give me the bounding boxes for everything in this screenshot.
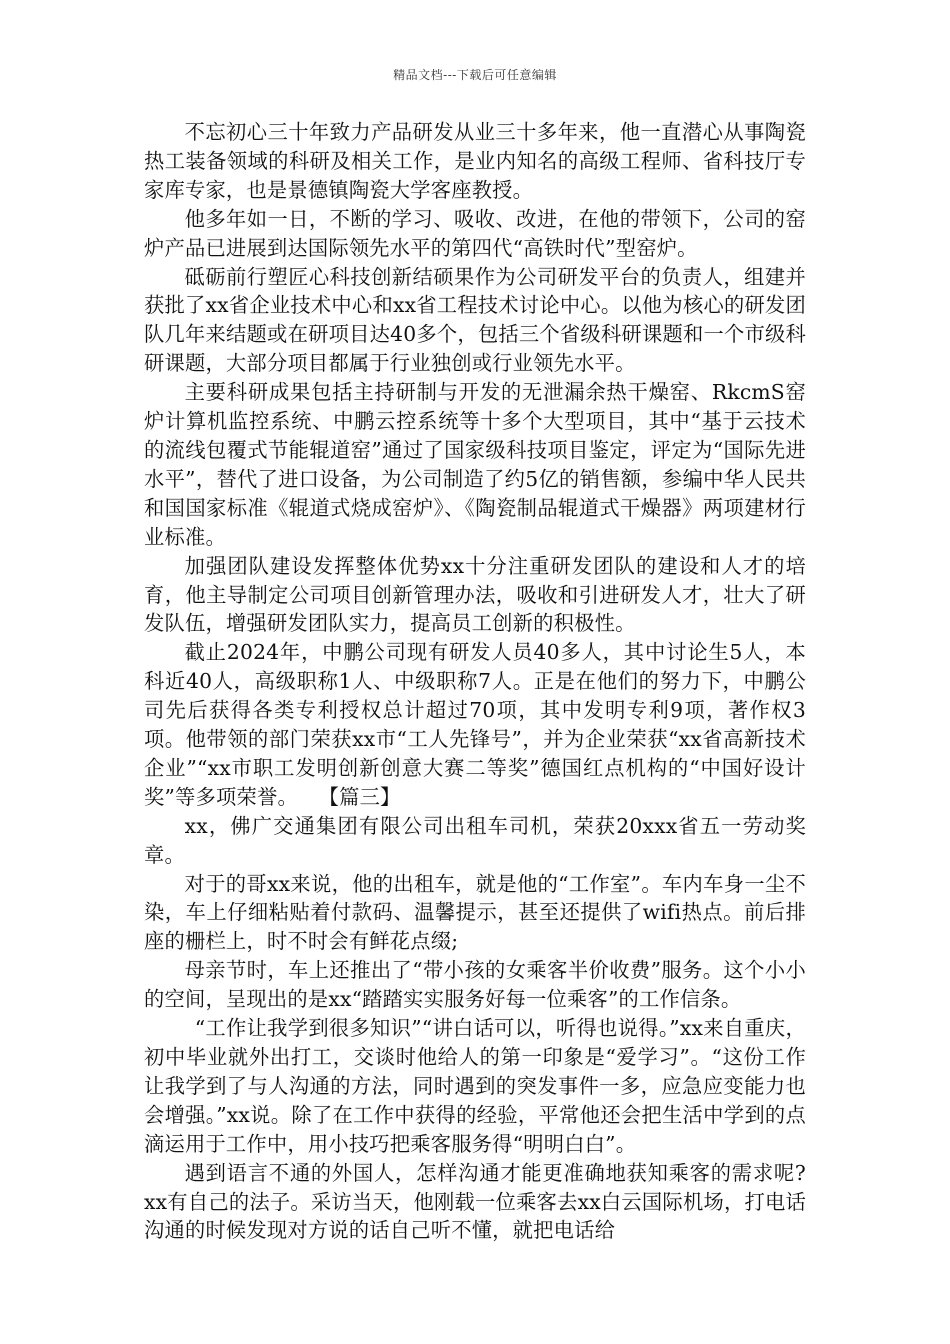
- paragraph-6: 截止2024年，中鹏公司现有研发人员40多人，其中讨论生5人，本科近40人，高级职称1人、中级职称7人。正是在他们的努力下，中鹏公司先后获得各类专利授权总计超过70项，其中发明专利9项，著作权3项。他带领的部门荣获xx市“工人先锋号”，并为企业荣获“xx省高新技术企业”“xx市职工发明创新创意大赛二等奖”德国红点机构的“中国好设计奖”等多项荣誉。 【篇三】: [144, 640, 806, 809]
- page-header: 精品文档---下载后可任意编辑: [393, 68, 557, 82]
- paragraph-2: 他多年如一日，不断的学习、吸收、改进，在他的带领下，公司的窑炉产品已进展到达国际领先水平的第四代“高铁时代”型窑炉。: [144, 206, 806, 260]
- paragraph-4: 主要科研成果包括主持研制与开发的无泄漏余热干燥窑、RkcmS窑炉计算机监控系统、中鹏云控系统等十多个大型项目，其中“基于云技术的流线包覆式节能辊道窑”通过了国家级科技项目鉴定，评定为“国际先进水平”，替代了进口设备，为公司制造了约5亿的销售额，参编中华人民共和国国家标准《辊道式烧成窑炉》、《陶瓷制品辊道式干燥器》两项建材行业标准。: [144, 380, 806, 549]
- document-body: [144, 118, 806, 1245]
- paragraph-5: 加强团队建设发挥整体优势xx十分注重研发团队的建设和人才的培育，他主导制定公司项目创新管理办法，吸收和引进研发人才，壮大了研发队伍，增强研发团队实力，提高员工创新的积极性。: [144, 553, 806, 636]
- paragraph-8: 对于的哥xx来说，他的出租车，就是他的“工作室”。车内车身一尘不染，车上仔细粘贴着付款码、温馨提示，甚至还提供了wifi热点。前后排座的栅栏上，时不时会有鲜花点缀;: [144, 871, 806, 954]
- paragraph-10: “工作让我学到很多知识”“讲白话可以，听得也说得。”xx来自重庆，初中毕业就外出打工，交谈时他给人的第一印象是“爱学习”。“这份工作让我学到了与人沟通的方法，同时遇到的突发事件一多，应急应变能力也会增强。”xx说。除了在工作中获得的经验，平常他还会把生活中学到的点滴运用于工作中，用小技巧把乘客服务得“明明白白”。: [144, 1016, 806, 1156]
- paragraph-9: 母亲节时，车上还推出了“带小孩的女乘客半价收费”服务。这个小小的空间，呈现出的是xx“踏踏实实服务好每一位乘客”的工作信条。: [144, 958, 806, 1012]
- paragraph-7: xx，佛广交通集团有限公司出租车司机，荣获20xxx省五一劳动奖章。: [144, 813, 806, 867]
- paragraph-11: 遇到语言不通的外国人，怎样沟通才能更准确地获知乘客的需求呢?xx有自己的法子。采访当天，他刚载一位乘客去xx白云国际机场，打电话沟通的时候发现对方说的话自己听不懂，就把电话给: [144, 1160, 806, 1243]
- paragraph-3: 砥砺前行塑匠心科技创新结硕果作为公司研发平台的负责人，组建并获批了xx省企业技术中心和xx省工程技术讨论中心。以他为核心的研发团队几年来结题或在研项目达40多个，包括三个省级科研课题和一个市级科研课题，大部分项目都属于行业独创或行业领先水平。: [144, 264, 806, 376]
- paragraph-1: 不忘初心三十年致力产品研发从业三十多年来，他一直潜心从事陶瓷热工装备领域的科研及相关工作，是业内知名的高级工程师、省科技厅专家库专家，也是景德镇陶瓷大学客座教授。: [144, 120, 806, 202]
